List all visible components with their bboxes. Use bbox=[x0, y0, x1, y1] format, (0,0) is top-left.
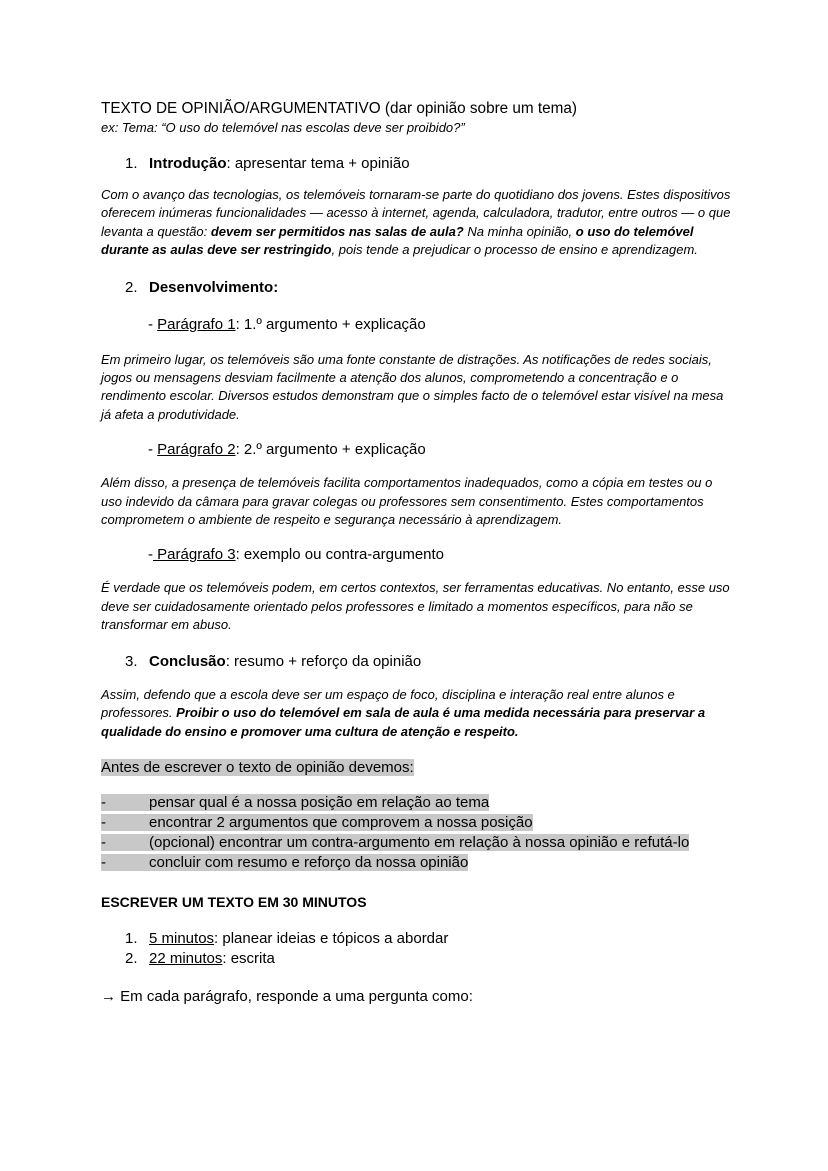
item-number: 1. bbox=[125, 929, 138, 947]
item-description: : planear ideias e tópicos a abordar bbox=[214, 929, 449, 947]
paragraph-label: Parágrafo 1 bbox=[157, 315, 236, 333]
dash: - bbox=[148, 441, 158, 459]
list-item-text: encontrar 2 argumentos que comprovem a nossa posição bbox=[149, 813, 533, 831]
list-item-text: pensar qual é a nossa posição em relação ao tema bbox=[149, 793, 490, 811]
paragraph-description: : 2.º argumento + explicação bbox=[235, 441, 426, 459]
paragraph-description: : exemplo ou contra-argumento bbox=[235, 546, 445, 564]
example-topic: ex: Tema: “O uso do telemóvel nas escolas deve ser proibido?” bbox=[101, 120, 465, 135]
list-item bbox=[101, 949, 733, 969]
conclusion-text: Assim, defendo que a escola deve ser um espaço de foco, disciplina e interação real entre alunos e professores. bbox=[101, 686, 675, 721]
intro-text-2: Na minha opinião, bbox=[463, 223, 576, 239]
item-duration: 5 minutos bbox=[149, 929, 215, 947]
closing-line: → Em cada parágrafo, responde a uma pergunta como: bbox=[101, 987, 473, 1005]
preparation-list bbox=[101, 793, 733, 873]
list-item-text: (opcional) encontrar um contra-argumento em relação à nossa opinião e refutá-lo bbox=[149, 833, 690, 851]
section-number: 2. bbox=[125, 278, 138, 296]
conclusion-paragraph bbox=[101, 686, 733, 741]
preparation-heading bbox=[101, 758, 733, 777]
intro-text-1: Com o avanço das tecnologias, os telemóveis tornaram-se parte do quotidiano dos jovens. Estes dispositivos oferecem inúmeras funcionalidades — acesso à internet, agenda, calculadora, tradutor, entre outros — o que levanta a questão: bbox=[101, 187, 731, 239]
section-description: : apresentar tema + opinião bbox=[226, 155, 410, 172]
paragraph-2-text: Além disso, a presença de telemóveis facilita comportamentos inadequados, como a cópia em testes ou o uso indevido da câmara para gravar colegas ou professores sem consentimento. Estes comportamentos comprometem o ambiente de respeito e segurança necessário à aprendizagem. bbox=[101, 475, 713, 528]
document-content bbox=[101, 100, 733, 1006]
section-label: Introdução bbox=[149, 155, 227, 172]
intro-paragraph bbox=[101, 186, 733, 260]
bullet-dash: - bbox=[101, 833, 106, 851]
timing-list bbox=[101, 929, 733, 969]
paragraph-label: Parágrafo 2 bbox=[157, 441, 236, 459]
section-intro-heading bbox=[101, 155, 733, 173]
paragraph-1-text: Em primeiro lugar, os telemóveis são uma fonte constante de distrações. As notificações de redes sociais, jogos ou mensagens desviam facilmente a atenção dos alunos, comprometendo a concentração e o rendimento escolar. Diversos estudos demonstram que o simples facto de o telemóvel estar visível na mesa já afeta a produtividade. bbox=[101, 351, 724, 422]
item-number: 2. bbox=[125, 949, 138, 967]
page-title: TEXTO DE OPINIÃO/ARGUMENTATIVO (dar opinião sobre um tema) bbox=[101, 100, 578, 117]
list-item bbox=[101, 853, 733, 873]
list-item bbox=[101, 813, 733, 833]
paragraph-3-heading bbox=[101, 546, 733, 564]
paragraph-label: Parágrafo 3 bbox=[153, 546, 236, 564]
bullet-dash: - bbox=[101, 813, 106, 831]
paragraph-3-text: É verdade que os telemóveis podem, em certos contextos, ser ferramentas educativas. No entanto, esse uso deve ser cuidadosamente orientado pelos professores e limitado a momentos específicos, para não se transformar em abuso. bbox=[101, 580, 730, 633]
list-item bbox=[101, 929, 733, 949]
list-item bbox=[101, 833, 733, 853]
conclusion-bold: Proibir o uso do telemóvel em sala de aula é uma medida necessária para preservar a qualidade do ensino e promover uma cultura de atenção e respeito. bbox=[101, 705, 706, 739]
item-description: : escrita bbox=[222, 949, 275, 967]
intro-text-3: , pois tende a prejudicar o processo de ensino e aprendizagem. bbox=[331, 242, 698, 258]
dash: - bbox=[148, 315, 158, 333]
section-dev-heading bbox=[101, 279, 733, 297]
bullet-dash: - bbox=[101, 793, 106, 811]
bullet-dash: - bbox=[101, 853, 106, 871]
timing-heading: ESCREVER UM TEXTO EM 30 MINUTOS bbox=[101, 893, 367, 910]
list-item bbox=[101, 793, 733, 813]
preparation-heading-text: Antes de escrever o texto de opinião devemos: bbox=[101, 758, 414, 776]
section-concl-heading bbox=[101, 653, 733, 671]
paragraph-2-heading bbox=[101, 441, 733, 459]
section-number: 3. bbox=[125, 652, 138, 670]
paragraph-1-heading bbox=[101, 316, 733, 334]
section-number: 1. bbox=[125, 155, 138, 172]
section-description: : resumo + reforço da opinião bbox=[225, 652, 422, 670]
section-label: Conclusão bbox=[149, 652, 226, 670]
item-duration: 22 minutos bbox=[149, 949, 223, 967]
section-label: Desenvolvimento: bbox=[149, 278, 279, 296]
intro-bold-2: o uso do telemóvel durante as aulas deve ser restringido bbox=[101, 223, 694, 258]
intro-bold-1: devem ser permitidos nas salas de aula? bbox=[210, 223, 464, 239]
paragraph-description: : 1.º argumento + explicação bbox=[235, 315, 426, 333]
dash: - bbox=[148, 546, 153, 564]
list-item-text: concluir com resumo e reforço da nossa opinião bbox=[149, 853, 469, 871]
